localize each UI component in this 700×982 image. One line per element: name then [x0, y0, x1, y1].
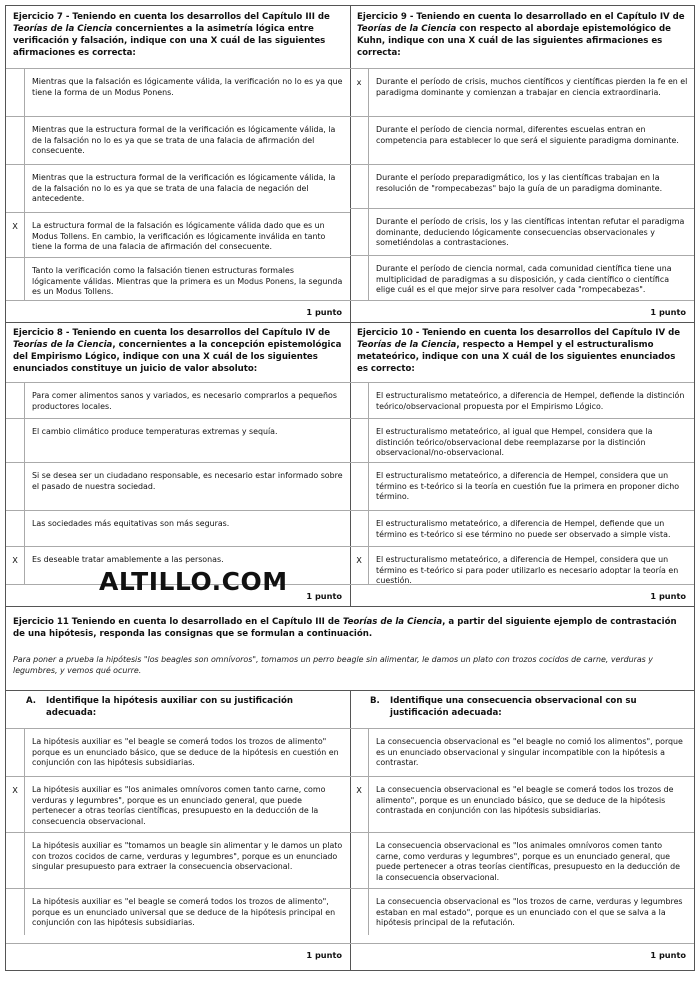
option-text: Durante el período de crisis, muchos científicos y científicas pierden la fe en el paradigma dominante y comienzan a trabajar en ciencia extraordinaria.	[376, 77, 688, 97]
exercise-10-question: Ejercicio 10 - Teniendo en cuenta los desarrollos del Capítulo IV de Teorías de la Ciencia, respecto a Hempel y el estructuralismo metateórico, indique con una X cuál de los siguientes enunciados es correcto:	[357, 328, 681, 374]
points-label: 1 punto	[6, 300, 350, 322]
answer-mark	[6, 165, 25, 213]
option-row[interactable]	[350, 462, 694, 511]
option-row[interactable]	[6, 418, 350, 463]
option-text: Mientras que la estructura formal de la verificación es lógicamente válida, la de la falsación no lo es ya que se trata de una falacia de negación del antecedente.	[32, 173, 336, 204]
option-text: La consecuencia observacional es "los trozos de carne, verduras y legumbres estaban en mal estado", porque es un enunciado con el que se salva a la hipótesis principal de la refutación.	[376, 897, 683, 928]
answer-mark	[350, 209, 369, 256]
points-label: 1 punto	[6, 943, 350, 965]
option-row[interactable]	[350, 116, 694, 165]
option-row[interactable]	[350, 510, 694, 547]
answer-mark	[6, 463, 25, 511]
option-text: El estructuralismo metateórico, a diferencia de Hempel, considera que un término es t-teórico si para poder utilizarlo es necesario adoptar la teoría en cuestión.	[376, 555, 679, 586]
option-row[interactable]	[350, 776, 694, 833]
answer-mark	[350, 419, 369, 463]
option-row[interactable]	[350, 832, 694, 889]
answer-mark	[350, 729, 369, 777]
option-text: La hipótesis auxiliar es "el beagle se comerá todos los trozos de alimento", porque es un enunciado universal que se deduce de la hipótesis principal en conjunción con las hipótesis subsidiarias.	[32, 897, 336, 928]
option-text: Durante el período preparadigmático, los y las científicas trabajan en la resolución de "rompecabezas" bajo la guía de un paradigma dominante.	[376, 173, 663, 193]
exercise-9	[350, 6, 694, 322]
option-row[interactable]	[6, 116, 350, 165]
option-row[interactable]	[6, 382, 350, 419]
answer-mark	[6, 729, 25, 777]
option-row[interactable]	[350, 888, 694, 935]
option-row[interactable]	[6, 510, 350, 547]
option-row[interactable]	[6, 462, 350, 511]
exercise-11-title: Ejercicio 11 Teniendo en cuenta lo desarrollado en el Capítulo III de Teorías de la Ciencia, a partir del siguiente ejemplo de contrastación de una hipótesis, responda las consignas que se formulan a continuación.	[13, 617, 677, 639]
answer-mark	[350, 463, 369, 511]
option-row[interactable]	[6, 257, 350, 301]
option-text: El estructuralismo metateórico, a diferencia de Hempel, defiende que un término es t-teórico si ese término no puede ser observado a simple vista.	[376, 519, 671, 539]
answer-mark	[6, 258, 25, 301]
option-row[interactable]	[6, 776, 350, 833]
answer-mark: X	[6, 213, 25, 258]
option-text: Mientras que la estructura formal de la verificación es lógicamente válida, la de la falsación no lo es ya que se trata de una falacia de afirmación del consecuente.	[32, 125, 336, 156]
watermark: ALTILLO.COM	[99, 567, 288, 596]
points-label: 1 punto	[350, 584, 694, 606]
answer-mark	[350, 383, 369, 419]
answer-mark	[350, 165, 369, 209]
option-text: La hipótesis auxiliar es "el beagle se comerá todos los trozos de alimento" porque es un enunciado básico, que se deduce de la hipótesis en cuestión en conjunción con las hipótesis subsidiarias.	[32, 737, 339, 768]
option-row[interactable]	[350, 382, 694, 419]
option-text: Durante el período de crisis, los y las científicas intentan refutar el paradigma dominante, deduciendo lógicamente consecuencias observacionales y sometiéndolas a contrastaciones.	[376, 217, 685, 248]
option-row[interactable]	[350, 728, 694, 777]
option-row[interactable]	[6, 164, 350, 213]
option-text: Durante el período de ciencia normal, diferentes escuelas entran en competencia para establecer lo que será el siguiente paradigma dominante.	[376, 125, 679, 145]
answer-mark	[6, 383, 25, 419]
option-row[interactable]	[6, 832, 350, 889]
answer-mark: X	[6, 547, 25, 585]
option-row[interactable]	[350, 208, 694, 256]
option-text: El estructuralismo metateórico, a diferencia de Hempel, defiende la distinción teórico/observacional propuesta por el Empirismo Lógico.	[376, 391, 685, 411]
option-row[interactable]	[350, 418, 694, 463]
exam-page	[5, 5, 695, 971]
points-label: 1 punto	[350, 943, 694, 965]
answer-mark	[6, 69, 25, 117]
option-text: El estructuralismo metateórico, a diferencia de Hempel, considera que un término es t-teórico si la teoría en cuestión fue la primera en proponer dicho término.	[376, 471, 680, 502]
exercise-11-part-b	[350, 690, 694, 971]
answer-mark	[6, 117, 25, 165]
option-text: La consecuencia observacional es "los animales omnívoros comen tanto carne, como verduras y legumbres", porque es un enunciado general, que puede pertenecer a otras teorías científicas, presupuesto en la deducción de la consecuencia observacional.	[376, 841, 680, 882]
option-row[interactable]	[350, 164, 694, 209]
option-row[interactable]	[350, 546, 694, 585]
answer-mark	[350, 889, 369, 935]
answer-mark	[6, 889, 25, 935]
exercise-10	[350, 322, 694, 606]
option-text: Las sociedades más equitativas son más seguras.	[32, 519, 230, 528]
answer-mark	[350, 833, 369, 889]
exercise-11-part-a	[6, 690, 350, 971]
option-text: Tanto la verificación como la falsación tienen estructuras formales lógicamente válidas. Mientras que la primera es un Modus Ponens, la segunda es un Modus Tollens.	[32, 266, 343, 297]
part-b-heading: B. Identifique una consecuencia observacional con su justificación adecuada:	[370, 696, 637, 718]
option-row[interactable]	[6, 888, 350, 935]
part-a-heading: A. Identifique la hipótesis auxiliar con su justificación adecuada:	[26, 696, 293, 718]
exercise-8-question: Ejercicio 8 - Teniendo en cuenta los desarrollos del Capítulo IV de Teorías de la Ciencia, concernientes a la concepción epistemológica del Empirismo Lógico, indique con una X cuál de los siguientes enunciados constituye un juicio de valor absoluto:	[13, 328, 342, 374]
answer-mark: X	[350, 777, 369, 833]
answer-mark	[350, 117, 369, 165]
points-label: 1 punto	[6, 584, 350, 606]
option-text: El estructuralismo metateórico, al igual que Hempel, considera que la distinción teórico/observacional debe reemplazarse por la distinción observacional/no-observacional.	[376, 427, 653, 458]
option-text: El cambio climático produce temperaturas extremas y sequía.	[32, 427, 278, 436]
option-text: La estructura formal de la falsación es lógicamente válida dado que es un Modus Tollens. En cambio, la verificación es lógicamente inválida en tanto tiene la forma de una falacia de afirmación del consecuente.	[32, 221, 326, 252]
option-text: Es deseable tratar amablemente a las personas.	[32, 555, 224, 564]
answer-mark	[6, 419, 25, 463]
option-text: Mientras que la falsación es lógicamente válida, la verificación no lo es ya que tiene la forma de un Modus Ponens.	[32, 77, 343, 97]
row-divider-2	[6, 606, 694, 607]
option-row[interactable]	[6, 212, 350, 258]
exercise-11-intro: Para poner a prueba la hipótesis "los beagles son omnívoros", tomamos un perro beagle sin alimentar, le damos un plato con trozos cocidos de carne, verduras y legumbres, y vemos qué ocurre.	[13, 655, 653, 675]
option-text: La hipótesis auxiliar es "tomamos un beagle sin alimentar y le damos un plato con trozos cocidos de carne, verduras y legumbres", porque es un enunciado singular presupuesto para extraer la consecuencia observacional.	[32, 841, 343, 872]
answer-mark	[6, 511, 25, 547]
option-row[interactable]	[6, 728, 350, 777]
option-text: Durante el período de ciencia normal, cada comunidad científica tiene una multiplicidad de paradigmas a su disposición, y cada científico o científica elige cuál es el que mejor sirve para resolver cada "rompecabezas".	[376, 264, 672, 295]
option-text: Si se desea ser un ciudadano responsable, es necesario estar informado sobre el pasado de nuestra sociedad.	[32, 471, 343, 491]
option-row[interactable]	[6, 68, 350, 117]
answer-mark: x	[350, 69, 369, 117]
option-text: Para comer alimentos sanos y variados, es necesario comprarlos a pequeños productores locales.	[32, 391, 337, 411]
option-text: La consecuencia observacional es "el beagle se comerá todos los trozos de alimento", porque es un enunciado básico, que se deduce de la hipótesis contrastada en conjunción con las hipótesis subsidiarias.	[376, 785, 674, 816]
exercise-7	[6, 6, 350, 322]
exercise-8	[6, 322, 350, 606]
points-label: 1 punto	[350, 300, 694, 322]
answer-mark	[350, 511, 369, 547]
option-text: La consecuencia observacional es "el beagle no comió los alimentos", porque es un enunciado observacional y singular incompatible con la hipótesis a contrastar.	[376, 737, 683, 768]
answer-mark	[6, 833, 25, 889]
option-text: La hipótesis auxiliar es "los animales omnívoros comen tanto carne, como verduras y legumbres", porque es un enunciado general, que puede pertenecer a otras teorías científicas, presupuesto en la deducción de la consecuencia observacional.	[32, 785, 326, 826]
option-row[interactable]	[350, 68, 694, 117]
option-row[interactable]	[350, 255, 694, 301]
exercise-7-question: Ejercicio 7 - Teniendo en cuenta los desarrollos del Capítulo III de Teorías de la Ciencia concernientes a la asimetría lógica entre verificación y falsación, indique con una X cuál de las siguientes afirmaciones es correcta:	[13, 12, 330, 58]
exercise-9-question: Ejercicio 9 - Teniendo en cuenta lo desarrollado en el Capítulo IV de Teorías de la Ciencia con respecto al abordaje epistemológico de Kuhn, indique con una X cuál de las siguientes afirmaciones es correcta:	[357, 12, 685, 58]
answer-mark: X	[350, 547, 369, 585]
answer-mark	[350, 256, 369, 301]
answer-mark: X	[6, 777, 25, 833]
